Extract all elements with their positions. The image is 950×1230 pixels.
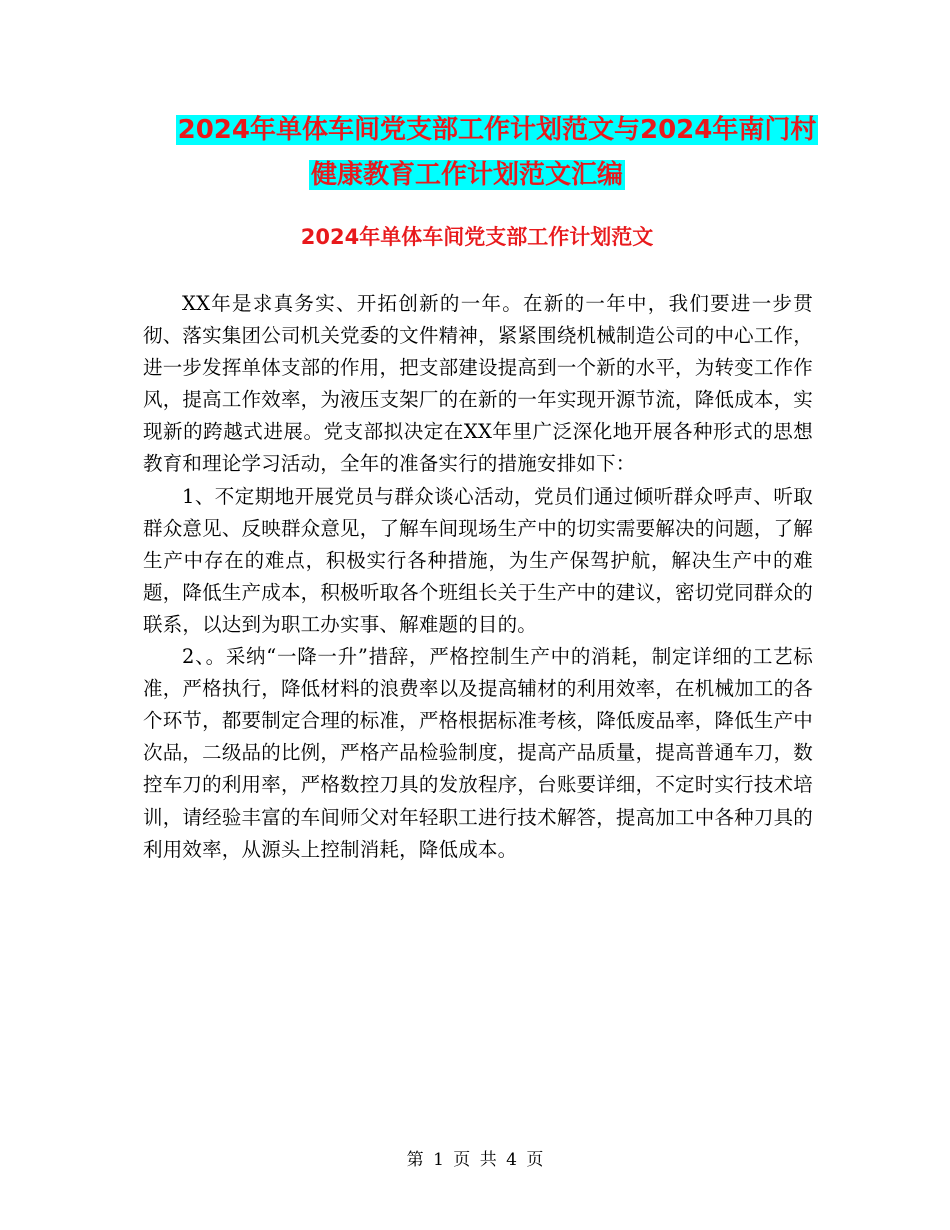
body-paragraph-item-2: 2、。采纳“一降一升”措辞，严格控制生产中的消耗，制定详细的工艺标准，严格执行，降低材料的浪费率以及提高辅材的利用效率，在机械加工的各个环节，都要制定合理的标准，严格根据标准考核，降低废品率，降低生产中次品，二级品的比例，严格产品检验制度，提高产品质量，提高普通车刀，数控车刀的利用率，严格数控刀具的发放程序，台账要详细，不定时实行技术培训，请经验丰富的车间师父对年轻职工进行技术解答，提高加工中各种刀具的利用效率，从源头上控制消耗，降低成本。	[143, 645, 813, 861]
body-paragraph-intro: XX年是求真务实、开拓创新的一年。在新的一年中，我们要进一步贯彻、落实集团公司机关党委的文件精神，紧紧围绕机械制造公司的中心工作，进一步发挥单体支部的作用，把支部建设提高到一个新的水平，为转变工作作风，提高工作效率，为液压支架厂的在新的一年实现开源节流，降低成本，实现新的跨越式进展。党支部拟决定在XX年里广泛深化地开展各种形式的思想教育和理论学习活动，全年的准备实行的措施安排如下：	[143, 292, 813, 476]
document-title-line-2	[0, 155, 942, 195]
section-title: 2024年单体车间党支部工作计划范文	[300, 225, 654, 249]
document-title-line-1	[22, 110, 950, 150]
document-body	[143, 288, 813, 866]
body-paragraph-item-1: 1、不定期地开展党员与群众谈心活动，党员们通过倾听群众呼声、听取群众意见、反映群众意见，了解车间现场生产中的切实需要解决的问题，了解生产中存在的难点，积极实行各种措施，为生产保驾护航，解决生产中的难题，降低生产成本，积极听取各个班组长关于生产中的建议，密切党同群众的联系，以达到为职工办实事、解难题的目的。	[143, 484, 813, 636]
page-footer: 第 1 页 共 4 页	[406, 1150, 544, 1170]
document-title-text-2: 健康教育工作计划范文汇编	[310, 160, 623, 190]
document-title-text-1: 2024年单体车间党支部工作计划范文与2024年南门村	[177, 115, 817, 145]
